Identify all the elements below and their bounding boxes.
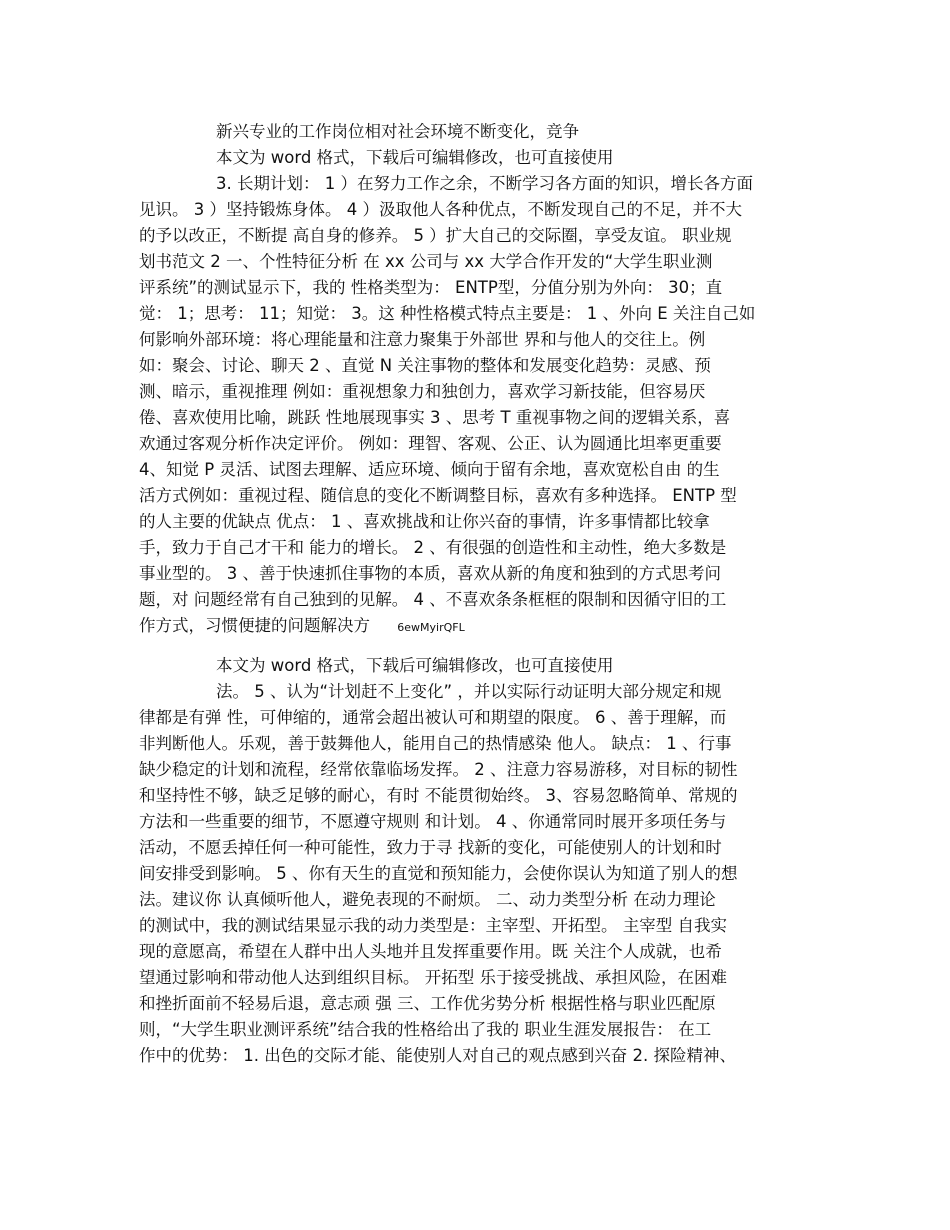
text-line: 划书范文 2 一、个性特征分析 在 xx 公司与 xx 大学合作开发的“大学生职业测 [139, 252, 713, 271]
text-line: 和挫折面前不轻易后退，意志顽 强 三、工作优劣势分析 根据性格与职业匹配原 [139, 994, 716, 1013]
text-line: 如：聚会、讨论、聊天 2 、直觉 N 关注事物的整体和发展变化趋势：灵感、预 [139, 356, 711, 375]
text-line: 评系统”的测试显示下，我的 性格类型为： ENTP型，分值分别为外向： 30；直 [139, 278, 723, 297]
text-line: 望通过影响和带动他人达到组织目标。 开拓型 乐于接受挑战、承担风险，在困难 [139, 968, 727, 987]
text-line: 的予以改正，不断提 高自身的修养。 5 ）扩大自己的交际圈，享受友谊。 职业规 [139, 226, 732, 245]
text-line: 何影响外部环境：将心理能量和注意力聚集于外部世 界和与他人的交往上。例 [139, 330, 706, 349]
text-line: 和坚持性不够，缺乏足够的耐心，有时 不能贯彻始终。 3、容易忽略简单、常规的 [139, 786, 738, 805]
text-line-content: 作方式，习惯便捷的问题解决方 [139, 616, 370, 635]
text-line: 手，致力于自己才干和 能力的增长。 2 、有很强的创造性和主动性，绝大多数是 [139, 538, 727, 557]
text-line: 3. 长期计划： 1 ）在努力工作之余，不断学习各方面的知识，增长各方面 [216, 174, 753, 193]
text-line: 事业型的。 3 、善于快速抓住事物的本质，喜欢从新的角度和独到的方式思考问 [139, 564, 721, 583]
text-line: 倦、喜欢使用比喻，跳跃 性地展现事实 3 、思考 T 重视事物之间的逻辑关系，喜 [139, 408, 731, 427]
text-line: 作中的优势： 1. 出色的交际才能、能使别人对自己的观点感到兴奋 2. 探险精神、 [139, 1046, 736, 1065]
text-line: 方法和一些重要的细节，不愿遵守规则 和计划。 4 、你通常同时展开多项任务与 [139, 812, 727, 831]
text-line: 本文为 word 格式，下载后可编辑修改，也可直接使用 [216, 148, 614, 167]
text-line: 见识。 3 ）坚持锻炼身体。 4 ）汲取他人各种优点，不断发现自己的不足，并不大 [139, 200, 742, 219]
text-line: 非判断他人。乐观，善于鼓舞他人，能用自己的热情感染 他人。 缺点： 1 、行事 [139, 734, 732, 753]
text-line: 现的意愿高，希望在人群中出人头地并且发挥重要作用。既 关注个人成就，也希 [139, 942, 722, 961]
text-line: 律都是有弹 性，可伸缩的，通常会超出被认可和期望的限度。 6 、善于理解，而 [139, 708, 727, 727]
text-line: 活方式例如：重视过程、随信息的变化不断调整目标，喜欢有多种选择。 ENTP 型 [139, 486, 737, 505]
text-line: 间安排受到影响。 5 、你有天生的直觉和预知能力，会使你误认为知道了别人的想 [139, 864, 738, 883]
text-line: 缺少稳定的计划和流程，经常依靠临场发挥。 2 、注意力容易游移，对目标的韧性 [139, 760, 738, 779]
text-line: 觉： 1；思考： 11；知觉： 3。这 种性格模式特点主要是： 1 、外向 E 关注自己如 [139, 304, 756, 323]
text-line: 活动，不愿丢掉任何一种可能性，致力于寻 找新的变化，可能使别人的计划和时 [139, 838, 722, 857]
text-line: 的人主要的优缺点 优点： 1 、喜欢挑战和让你兴奋的事情，许多事情都比较拿 [139, 512, 710, 531]
text-line: 4、知觉 P 灵活、试图去理解、适应环境、倾向于留有余地，喜欢宽松自由 的生 [139, 460, 720, 479]
text-line: 法。建议你 认真倾听他人，避免表现的不耐烦。 二、动力类型分析 在动力理论 [139, 890, 716, 909]
text-line: 的测试中，我的测试结果显示我的动力类型是：主宰型、开拓型。 主宰型 自我实 [139, 916, 727, 935]
text-line: 新兴专业的工作岗位相对社会环境不断变化，竞争 [216, 122, 579, 141]
text-line: 则，“大学生职业测评系统”结合我的性格给出了我的 职业生涯发展报告： 在工 [139, 1020, 712, 1039]
text-line: 测、暗示，重视推理 例如：重视想象力和独创力，喜欢学习新技能，但容易厌 [139, 382, 706, 401]
text-line: 题，对 问题经常有自己独到的见解。 4 、不喜欢条条框框的限制和因循守旧的工 [139, 590, 727, 609]
text-line [139, 613, 465, 641]
document-code: 6ewMyirQFL [397, 621, 465, 634]
text-line: 欢通过客观分析作决定评价。 例如：理智、客观、公正、认为圆通比坦率更重要 [139, 434, 722, 453]
text-line: 本文为 word 格式，下载后可编辑修改，也可直接使用 [216, 656, 614, 675]
text-line: 法。 5 、认为“计划赶不上变化” ，并以实际行动证明大部分规定和规 [216, 682, 722, 701]
